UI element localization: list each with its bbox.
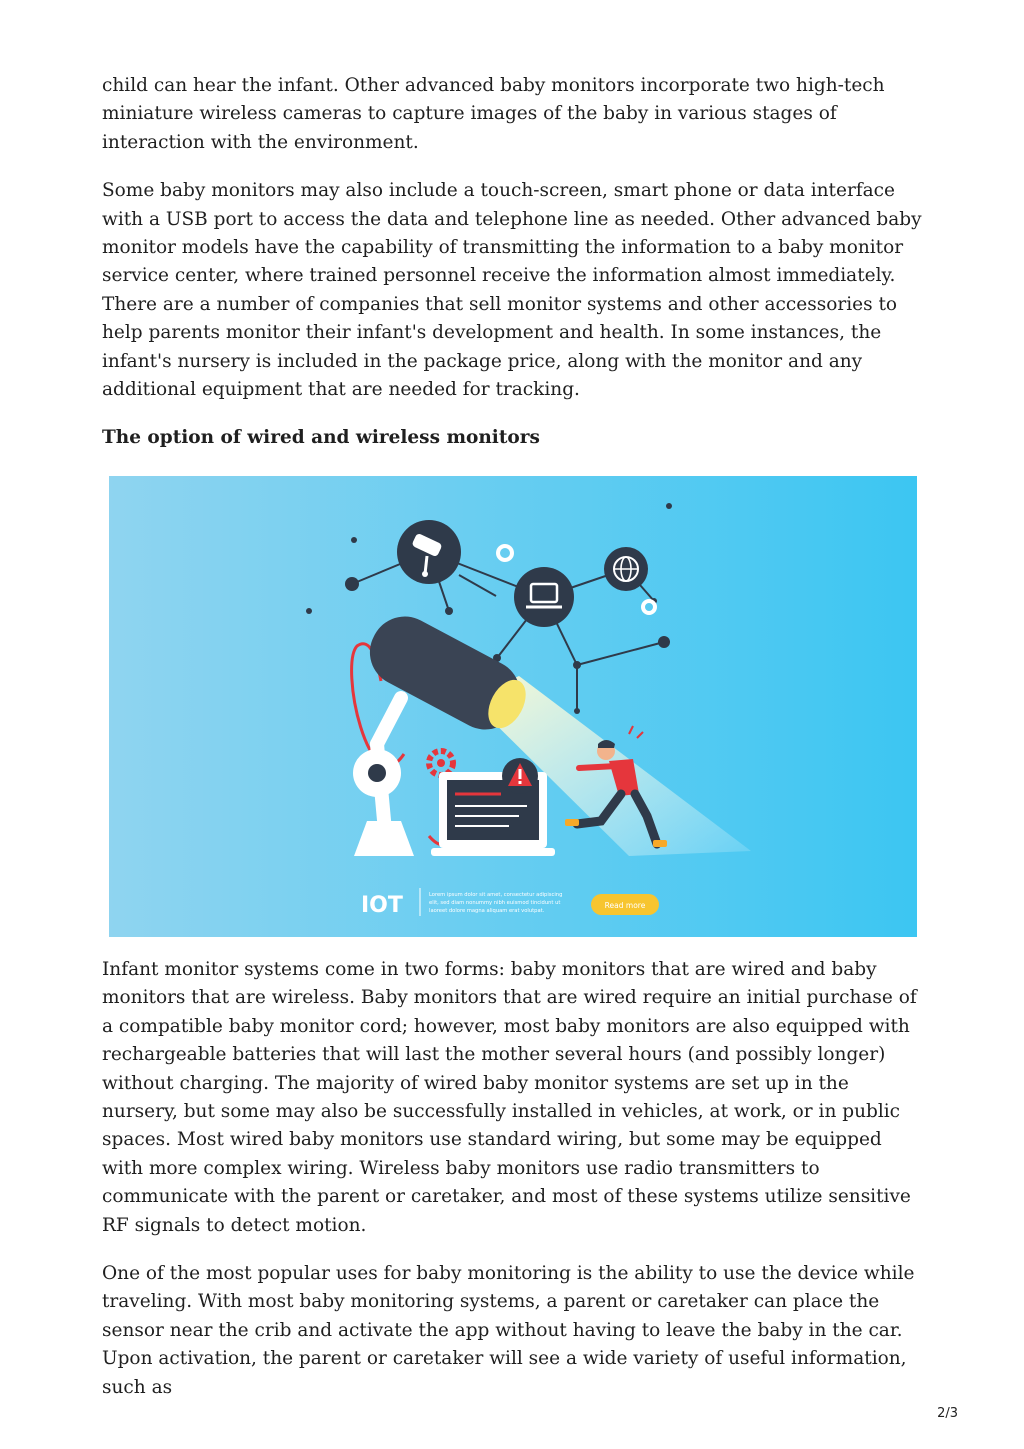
cctv-camera-icon <box>397 520 461 584</box>
read-more-label: Read more <box>604 901 646 910</box>
globe-icon <box>604 547 648 591</box>
article-top <box>102 72 924 470</box>
section-heading: The option of wired and wireless monitors <box>102 427 540 449</box>
caption-line: Lorem ipsum dolor sit amet, consectetur adipiscing <box>429 892 563 898</box>
paragraph: Infant monitor systems come in two forms: baby monitors that are wired and baby monitors that are wireless. Baby monitors that are wired require an initial purchase of a compatible baby monitor cord; however, most baby monitors are also equipped with rechargeable batteries that will last the mother several hours (and possibly longer) without charging. The majority of wired baby monitor systems are set up in the nursery, but some may also be successfully installed in vehicles, at work, or in public spaces. Most wired baby monitors use standard wiring, but some may be equipped with more complex wiring. Wireless baby monitors use radio transmitters to communicate with the parent or caretaker, and most of these systems utilize sensitive RF signals to detect motion. <box>102 959 917 1236</box>
paragraph: One of the most popular uses for baby monitoring is the ability to use the device while traveling. With most baby monitoring systems, a parent or caretaker can place the sensor near the crib and activate the app without having to leave the baby in the car. Upon activation, the parent or caretaker will see a wide variety of useful information, such as <box>102 1263 915 1398</box>
paragraph: child can hear the infant. Other advanced baby monitors incorporate two high-tech miniature wireless cameras to capture images of the baby in various stages of interaction with the environment. <box>102 75 885 153</box>
page-number: 2/3 <box>937 1406 958 1421</box>
paragraph: Some baby monitors may also include a touch-screen, smart phone or data interface with a USB port to access the data and telephone line as needed. Other advanced baby monitor models have the capability of transmitting the information to a baby monitor service center, where trained personnel receive the information almost immediately. There are a number of companies that sell monitor systems and other accessories to help parents monitor their infant's development and health. In some instances, the infant's nursery is included in the package price, along with the monitor and any additional equipment that are needed for tracking. <box>102 180 922 401</box>
iot-illustration <box>109 476 917 937</box>
caption-line: elit, sed diam nonummy nibh euismod tincidunt ut <box>429 900 561 906</box>
warning-icon <box>502 758 538 794</box>
iot-logo: IOT <box>361 893 403 918</box>
article-bottom <box>102 956 924 1422</box>
laptop-icon <box>514 567 574 627</box>
read-more-button <box>591 894 659 915</box>
laptop-illustration <box>431 772 555 856</box>
caption-line: laoreet dolore magna aliquam erat volutpat. <box>429 908 545 914</box>
